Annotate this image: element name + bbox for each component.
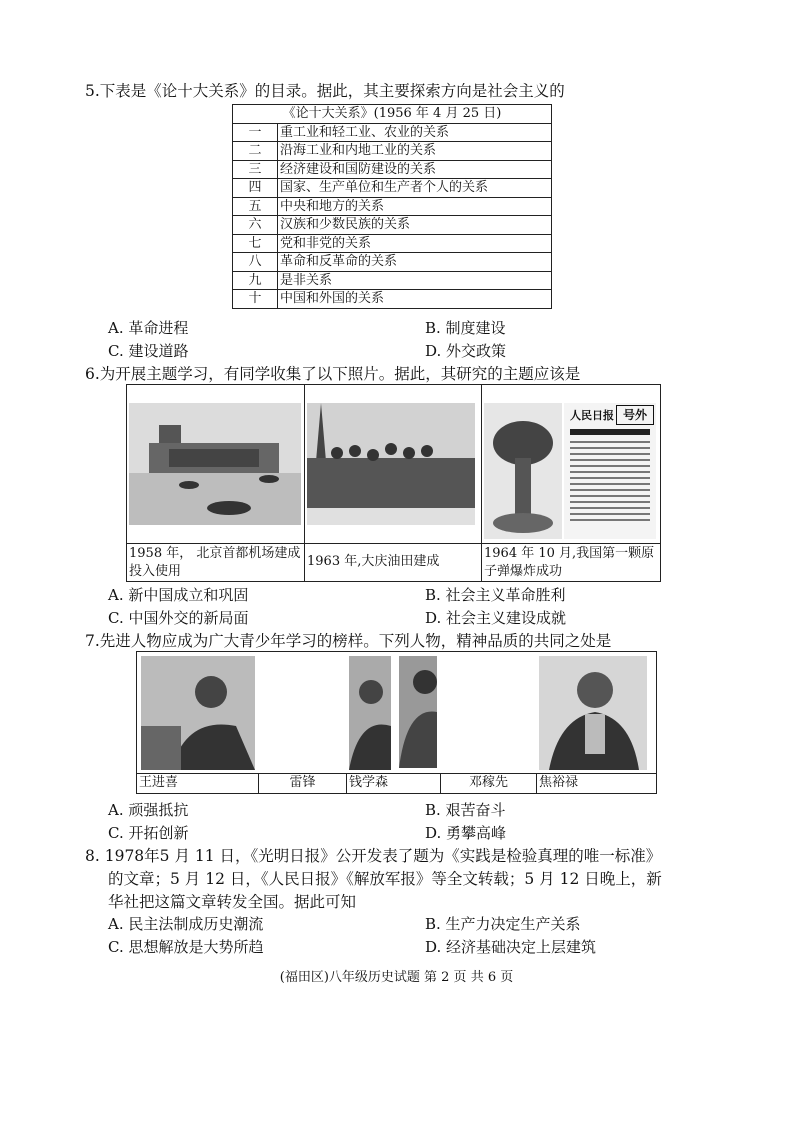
q7-option-d[interactable]: D. 勇攀高峰 [425,824,507,842]
q8-stem-line3: 华社把这篇文章转发全国。据此可知 [108,893,357,911]
q5-option-d[interactable]: D. 外交政策 [425,342,507,360]
name-wang-jinxi: 王进喜 [137,774,259,794]
caption-airport: 1958 年， 北京首都机场建成投入使用 [129,546,301,579]
airport-photo [129,403,301,525]
q8-stem-line2: 的文章；5 月 12 日，《人民日报》《解放军报》等全文转载；5 月 12 日晚上，新 [108,870,662,888]
q6-photo-grid [126,384,661,582]
name-lei-feng: 雷锋 [259,774,347,794]
portrait-qian-xuesen [349,656,391,770]
mushroom-cloud-photo [484,403,562,539]
page-footer: (福田区)八年级历史试题 第 2 页 共 6 页 [279,970,514,985]
table-row: 九 是非关系 [233,271,552,290]
table-row: 八 革命和反革命的关系 [233,253,552,272]
table-row: 六 汉族和少数民族的关系 [233,216,552,235]
newspaper-extra-photo [564,403,656,539]
newspaper-head: 人民日报 [570,409,614,422]
q6-cell-oilfield [305,385,482,581]
table-row: 四 国家、生产单位和生产者个人的关系 [233,179,552,198]
name-deng-jiaxian: 邓稼先 [441,774,537,794]
q6-option-a[interactable]: A. 新中国成立和巩固 [108,586,249,604]
q5-option-a[interactable]: A. 革命进程 [108,319,189,337]
table-row: 二 沿海工业和内地工业的关系 [233,142,552,161]
q7-stem: 7.先进人物应成为广大青少年学习的榜样。下列人物，精神品质的共同之处是 [85,632,612,650]
q8-option-c[interactable]: C. 思想解放是大势所趋 [108,938,264,956]
table-row: 五 中央和地方的关系 [233,197,552,216]
q6-option-b[interactable]: B. 社会主义革命胜利 [425,586,566,604]
q5-option-b[interactable]: B. 制度建设 [425,319,506,337]
toc-table [232,104,552,309]
q7-portrait-grid [136,651,657,794]
caption-atomic: 1964 年 10 月,我国第一颗原子弹爆炸成功 [484,546,655,579]
q8-option-a[interactable]: A. 民主法制成历史潮流 [108,915,264,933]
table-row: 三 经济建设和国防建设的关系 [233,160,552,179]
name-qian-xuesen: 钱学森 [347,774,441,794]
caption-oilfield: 1963 年,大庆油田建成 [307,554,440,569]
portrait-jiao-yulu [539,656,647,770]
q8-option-b[interactable]: B. 生产力决定生产关系 [425,915,581,933]
table-row: 七 党和非党的关系 [233,234,552,253]
name-jiao-yulu: 焦裕禄 [539,775,579,790]
toc-title: 《论十大关系》(1956 年 4 月 25 日) [233,105,552,124]
table-row: 一 重工业和轻工业、农业的关系 [233,123,552,142]
q7-option-c[interactable]: C. 开拓创新 [108,824,189,842]
table-row: 十 中国和外国的关系 [233,290,552,309]
q6-cell-airport [127,385,305,581]
q6-option-c[interactable]: C. 中国外交的新局面 [108,609,249,627]
q6-cell-atomic [482,385,660,581]
q6-stem: 6.为开展主题学习，有同学收集了以下照片。据此，其研究的主题应该是 [85,365,581,383]
newspaper-tag: 号外 [616,405,654,425]
q5-stem: 5.下表是《论十大关系》的目录。据此，其主要探索方向是社会主义的 [85,82,565,100]
q7-option-b[interactable]: B. 艰苦奋斗 [425,801,506,819]
q6-option-d[interactable]: D. 社会主义建设成就 [425,609,567,627]
q7-option-a[interactable]: A. 顽强抵抗 [108,801,189,819]
portrait-wang-jinxi [141,656,255,770]
q8-option-d[interactable]: D. 经济基础决定上层建筑 [425,938,597,956]
q8-stem-line1: 8. 1978年5 月 11 日，《光明日报》公开发表了题为《实践是检验真理的唯一标准》 [85,847,662,865]
portrait-deng-jiaxian [399,656,437,768]
q5-option-c[interactable]: C. 建设道路 [108,342,189,360]
oilfield-photo [307,403,475,525]
